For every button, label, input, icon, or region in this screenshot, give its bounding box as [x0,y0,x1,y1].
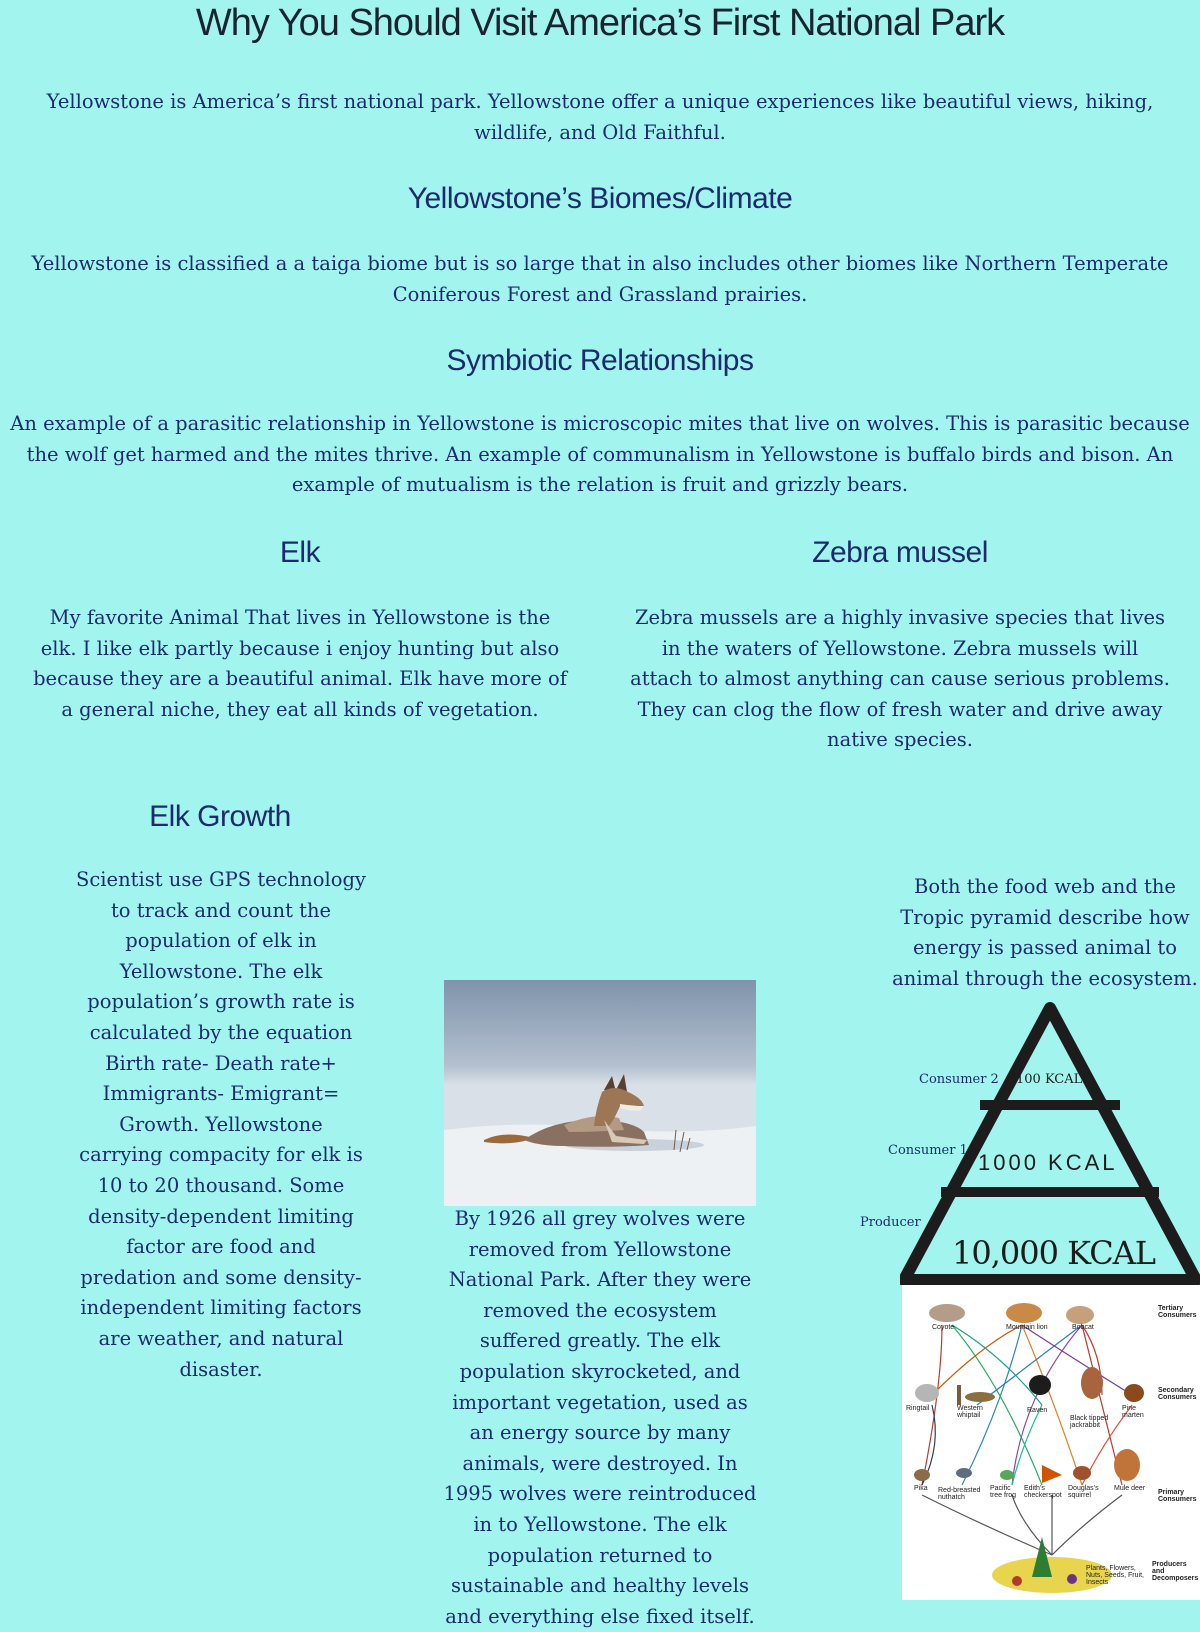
pyramid-level-kcal: 1000 KCAL [978,1150,1118,1175]
food-web-label: Mule deer [1114,1485,1146,1492]
coyote-illustration [444,980,756,1206]
food-web-label: Black tipped jackrabbit [1070,1415,1109,1429]
pyramid-level-label: Producer [860,1215,921,1230]
food-web-label: Plants, Flowers, Nuts, Seeds, Fruit, Insects [1086,1565,1144,1586]
food-web-label: Pacific tree frog [990,1485,1017,1499]
food-web-label: Red-breasted nuthatch [938,1487,981,1501]
pyramid-level-label: Consumer 1 [888,1143,968,1158]
food-web-label: Raven [1027,1407,1048,1414]
biomes-heading: Yellowstone’s Biomes/Climate [407,182,793,215]
elk-growth-paragraph: Scientist use GPS technology to track and count the population of elk in Yellowstone. The elk population’s growth rate is calculated by the equation Birth rate- Death rate+ Immigrants- Emigrant= Growth. Yellowstone carrying compacity for elk is 10 to 20 thousand. Some density-dependent limiting factor are food and predation and some density-independent limiting factors are weather, and natural disaster. [76,868,366,1381]
page-title: Why You Should Visit America’s First National Park [195,2,1005,44]
pyramid-level-label: Consumer 2 [919,1072,999,1087]
intro-paragraph: Yellowstone is America’s first national park. Yellowstone offer a unique experiences like beautiful views, hiking, wildlife, and Old Faithful. [46,90,1154,144]
symbiotic-heading: Symbiotic Relationships [446,344,754,377]
elk-heading: Elk [279,536,321,569]
food-web-label: Bobcat [1072,1324,1094,1331]
food-web-label: Douglas’s squirrel [1068,1485,1099,1499]
biomes-paragraph: Yellowstone is classified a a taiga biome but is so large that in also includes other biomes like Northern Temperate Coniferous Forest and Grassland prairies. [31,252,1169,306]
coyote-photo [444,980,756,1206]
food-web-tier: Producers and Decomposers [1152,1561,1199,1582]
food-web-tier: Secondary Consumers [1158,1387,1197,1401]
energy-paragraph: Both the food web and the Tropic pyramid describe how energy is passed animal to animal through the ecosystem. [892,875,1198,990]
zebra-mussel-heading: Zebra mussel [812,536,988,569]
symbiotic-paragraph: An example of a parasitic relationship in Yellowstone is microscopic mites that live on wolves. This is parasitic because the wolf get harmed and the mites thrive. An example of communalism in Yellowstone is buffalo birds and bison. An example of mutualism is the relation is fruit and grizzly bears. [10,412,1190,496]
pyramid-level-kcal: 100 KCAL [1016,1072,1083,1087]
food-web-label: Pika [914,1485,928,1492]
food-web-label: Ringtail [906,1405,930,1412]
food-web-tier: Tertiary Consumers [1158,1305,1197,1319]
food-web-label: Edith’s checkerspot [1024,1485,1062,1499]
food-web-label: Coyote [932,1324,955,1331]
pyramid-level-kcal: 10,000 KCAL [952,1234,1156,1272]
food-web-diagram [902,1285,1200,1600]
food-web-tier: Primary Consumers [1158,1489,1197,1503]
food-web-arrows [902,1285,1200,1600]
wolves-paragraph: By 1926 all grey wolves were removed from Yellowstone National Park. After they were removed the ecosystem suffered greatly. The elk population skyrocketed, and important vegetation, used as an energy source by many animals, were destroyed. In 1995 wolves were reintroduced in to Yellowstone. The elk population returned to sustainable and healthy levels and everything else fixed itself. [443,1207,757,1628]
elk-growth-heading: Elk Growth [149,800,291,833]
zebra-mussel-paragraph: Zebra mussels are a highly invasive species that lives in the waters of Yellowstone. Zebra mussels will attach to almost anything can cause serious problems. They can clog the flow of fresh water and drive away native species. [630,606,1170,752]
food-web-label: Pine marten [1122,1405,1144,1419]
elk-paragraph: My favorite Animal That lives in Yellowstone is the elk. I like elk partly because i enjoy hunting but also because they are a beautiful animal. Elk have more of a general niche, they eat all kinds of vegetation. [33,606,567,721]
food-web-label: Mountain lion [1006,1324,1048,1331]
food-web-label: Western whiptail [957,1405,983,1419]
